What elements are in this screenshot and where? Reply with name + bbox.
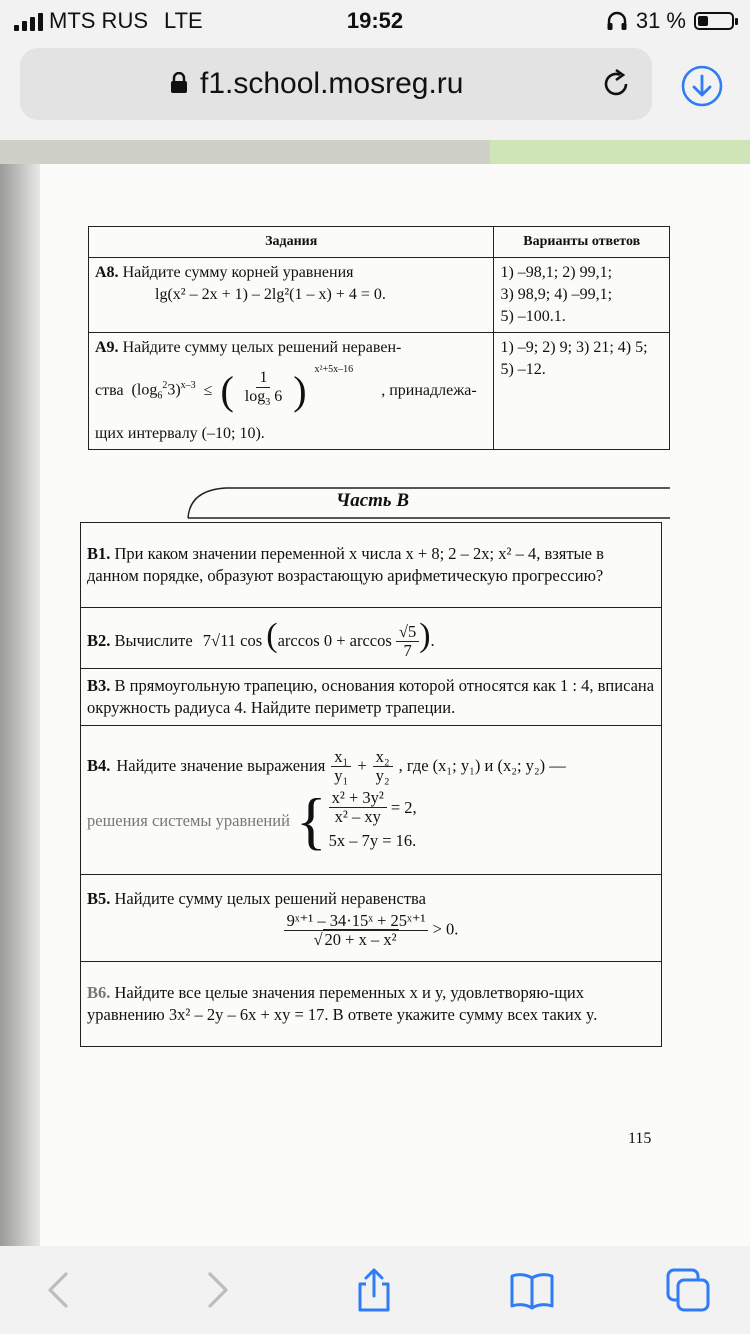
task-text-2: , где (x₁; y₁) и (x₂; y₂) —: [398, 756, 566, 775]
inequality-exponent: x²+5x–16: [314, 364, 354, 375]
browser-navbar: [0, 40, 750, 140]
plus-sign: +: [357, 756, 367, 775]
task-label: А8.: [95, 264, 119, 281]
task-label: А9.: [95, 339, 119, 356]
task-label: В6.: [87, 983, 111, 1002]
task-text: В прямоугольную трапецию, основания которой относятся как 1 : 4, вписана окружность радиуса 4. Найдите периметр трапеции.: [87, 676, 655, 717]
network-type: LTE: [164, 8, 203, 33]
task-fraction-1: $\frac{\text{x₁}}{\text{y₁}}$: [331, 748, 351, 785]
task-expression-inner: arccos 0 + arccos: [277, 630, 392, 650]
inequality-left: $(\log_6^23)^{x-3}$: [131, 379, 196, 402]
task-text: Найдите сумму целых решений неравен-: [122, 339, 402, 356]
task-fraction: $\frac{√5}{7}$: [396, 623, 419, 660]
clock: 19:52: [346, 8, 404, 33]
browser-toolbar: [0, 1246, 750, 1334]
battery-icon: [694, 12, 734, 30]
download-icon[interactable]: [680, 64, 724, 108]
back-icon[interactable]: [36, 1266, 84, 1314]
answer-line: 1) –9; 2) 9; 3) 21; 4) 5;: [500, 339, 648, 356]
task-label: В4.: [87, 756, 111, 775]
task-text: Найдите все целые значения переменных x и y, удовлетворяю-щих уравнению 3x² – 2y – 6x + xy = 17. В ответе укажите сумму всех таких y.: [87, 983, 598, 1024]
battery-percent: 31 %: [635, 8, 686, 33]
task-fraction: $\frac{\text{9ˣ⁺¹ – 34·15ˣ + 25ˣ⁺¹}}{\text{√ 20 + x – x²}}$: [284, 912, 429, 949]
status-bar: [0, 0, 750, 40]
task-text-end: щих интервалу (–10; 10).: [95, 425, 265, 442]
reload-icon[interactable]: [598, 66, 634, 102]
equation-system: { $\frac{\text{x² + 3y²}}{\text{x² – xy}}$ = 2, 5x – 7y = 16.: [295, 784, 417, 856]
task-b1: [81, 523, 662, 608]
carrier-name: MTS RUS: [49, 8, 148, 33]
inequality-sign: ≤: [203, 382, 213, 399]
inequality-fraction: $\frac{1}{\log_3 6}$: [244, 369, 283, 409]
task-b6: [81, 962, 662, 1047]
answer-line: 3) 98,9; 4) –99,1;: [500, 286, 613, 303]
task-text: Найдите сумму целых решений неравенства: [114, 888, 426, 908]
url-text[interactable]: f1.school.mosreg.ru: [200, 67, 464, 100]
tasks-table-a: [88, 226, 670, 450]
task-label: В1.: [87, 544, 111, 563]
answer-line: 1) –98,1; 2) 99,1;: [500, 264, 613, 281]
task-b3: [81, 669, 662, 726]
answer-line: 5) –12.: [500, 361, 546, 378]
task-formula: lg(x² – 2x + 1) – 2lg²(1 – x) + 4 = 0.: [155, 286, 386, 303]
header-tasks: Задания: [89, 227, 494, 258]
task-text-3: решения системы уравнений: [87, 810, 290, 830]
inequality-suffix: , принадлежа-: [381, 382, 477, 399]
bookmarks-icon[interactable]: [508, 1266, 556, 1314]
forward-icon[interactable]: [192, 1266, 240, 1314]
answer-line: 5) –100.1.: [500, 308, 566, 325]
task-fraction-2: $\frac{\text{x₂}}{\text{y₂}}$: [373, 748, 393, 785]
task-text: При каком значении переменной x числа x + 8; 2 – 2x; x² – 4, взятые в данном порядке, образуют возрастающую арифметическую прогрессию?: [87, 544, 604, 585]
inequality-rhs: > 0.: [432, 918, 459, 938]
task-label: В5.: [87, 888, 111, 908]
page-number: 115: [628, 1130, 652, 1147]
header-answers: Варианты ответов: [494, 227, 670, 258]
lock-icon: [170, 72, 188, 94]
headphones-icon: [606, 11, 628, 31]
part-b-title: Часть В: [336, 490, 410, 511]
address-bar[interactable]: [20, 48, 652, 120]
task-text: Найдите сумму корней уравнения: [122, 264, 354, 281]
task-label: В3.: [87, 676, 111, 695]
task-expression: 7√11 cos: [202, 630, 263, 650]
task-a9: [89, 333, 670, 450]
task-b5: [81, 875, 662, 962]
page-shadow: [0, 164, 40, 1246]
tasks-table-b: [80, 522, 662, 1047]
task-text: Найдите значение выражения: [116, 756, 326, 775]
part-b-header: [186, 484, 670, 520]
task-text: Вычислите: [114, 630, 193, 650]
header-arc-decoration: [186, 484, 670, 520]
task-a8: [89, 258, 670, 333]
status-right: [606, 8, 734, 34]
share-icon[interactable]: [350, 1266, 398, 1314]
task-label: В2.: [87, 630, 111, 650]
tabs-icon[interactable]: [664, 1266, 712, 1314]
task-inequality: ства $(\log_6^23)^{x-3}$ ≤ ( $\frac{1}{\log_3 6}$ ) $^{x^2+5x-16}$ , принадлежа-: [95, 359, 487, 423]
task-b4: [81, 726, 662, 875]
task-b2: В2. Вычислите 7√11 cos (arccos 0 + arccos $\frac{√5}{7}$ ).: [81, 608, 662, 669]
inequality-prefix: ства: [95, 382, 124, 399]
